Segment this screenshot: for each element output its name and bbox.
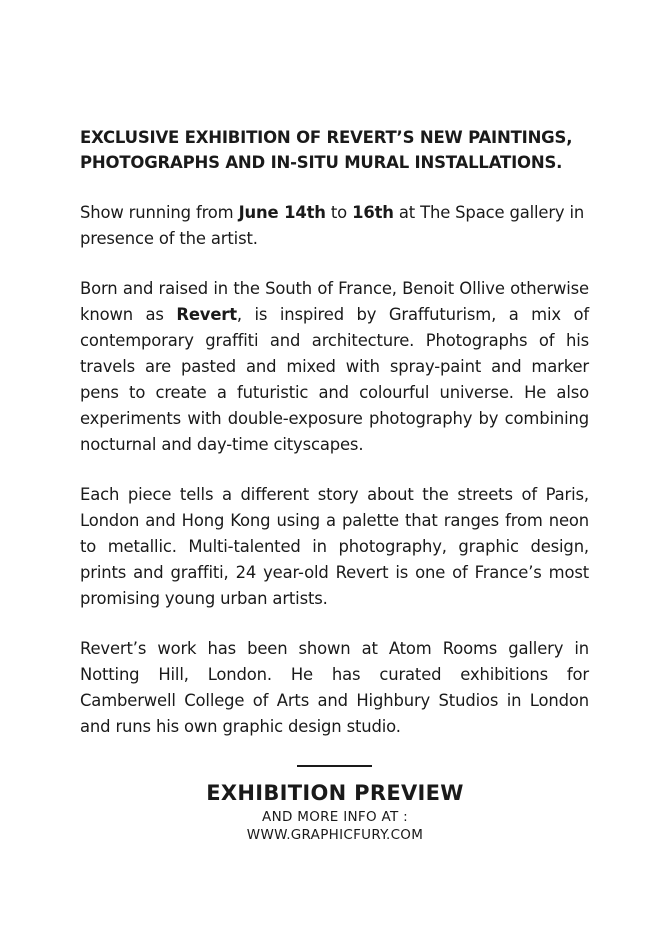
heading-line-2: PHOTOGRAPHS AND IN-SITU MURAL INSTALLATIONS. [80,153,563,172]
exhibition-heading [80,125,589,175]
exhibition-preview-title: EXHIBITION PREVIEW [206,781,464,805]
show-prefix: Show running from [80,203,239,222]
show-end-date: 16th [352,203,394,222]
show-connector: to [325,203,353,222]
flyer-body [80,125,589,740]
website-url: WWW.GRAPHICFURY.COM [246,827,424,843]
pieces-paragraph: Each piece tells a different story about the streets of Paris, London and Hong Kong using a palette that ranges from neon to metallic. Multi-talented in photography, graphic design, prints and graffiti, 24 year-old Revert is one of France’s most promising young urban artists. [80,485,589,608]
artist-bio-paragraph [80,276,589,458]
more-info-label: AND MORE INFO AT : [262,809,408,825]
bio-suffix: , is inspired by Graffuturism, a mix of contemporary graffiti and architecture. Photographs of his travels are pasted and mixed with spray-paint and marker pens to create a futuristic and colourful universe. He also experiments with double-exposure photography by combining nocturnal and day-time cityscapes. [80,305,589,454]
work-history-paragraph: Revert’s work has been shown at Atom Rooms gallery in Notting Hill, London. He has curated exhibitions for Camberwell College of Arts and Highbury Studios in London and runs his own graphic design studio. [80,639,589,736]
show-start-date: June 14th [238,203,326,222]
artist-name: Revert [176,305,237,324]
bio-prefix: Born and raised in the South of France, Benoit Ollive otherwise known as [80,279,589,324]
show-suffix: at The Space gallery in presence of the artist. [80,203,585,248]
heading-line-1: EXCLUSIVE EXHIBITION OF REVERT’S NEW PAINTINGS, [80,128,573,147]
section-divider [297,765,372,767]
show-dates-paragraph [80,200,589,252]
